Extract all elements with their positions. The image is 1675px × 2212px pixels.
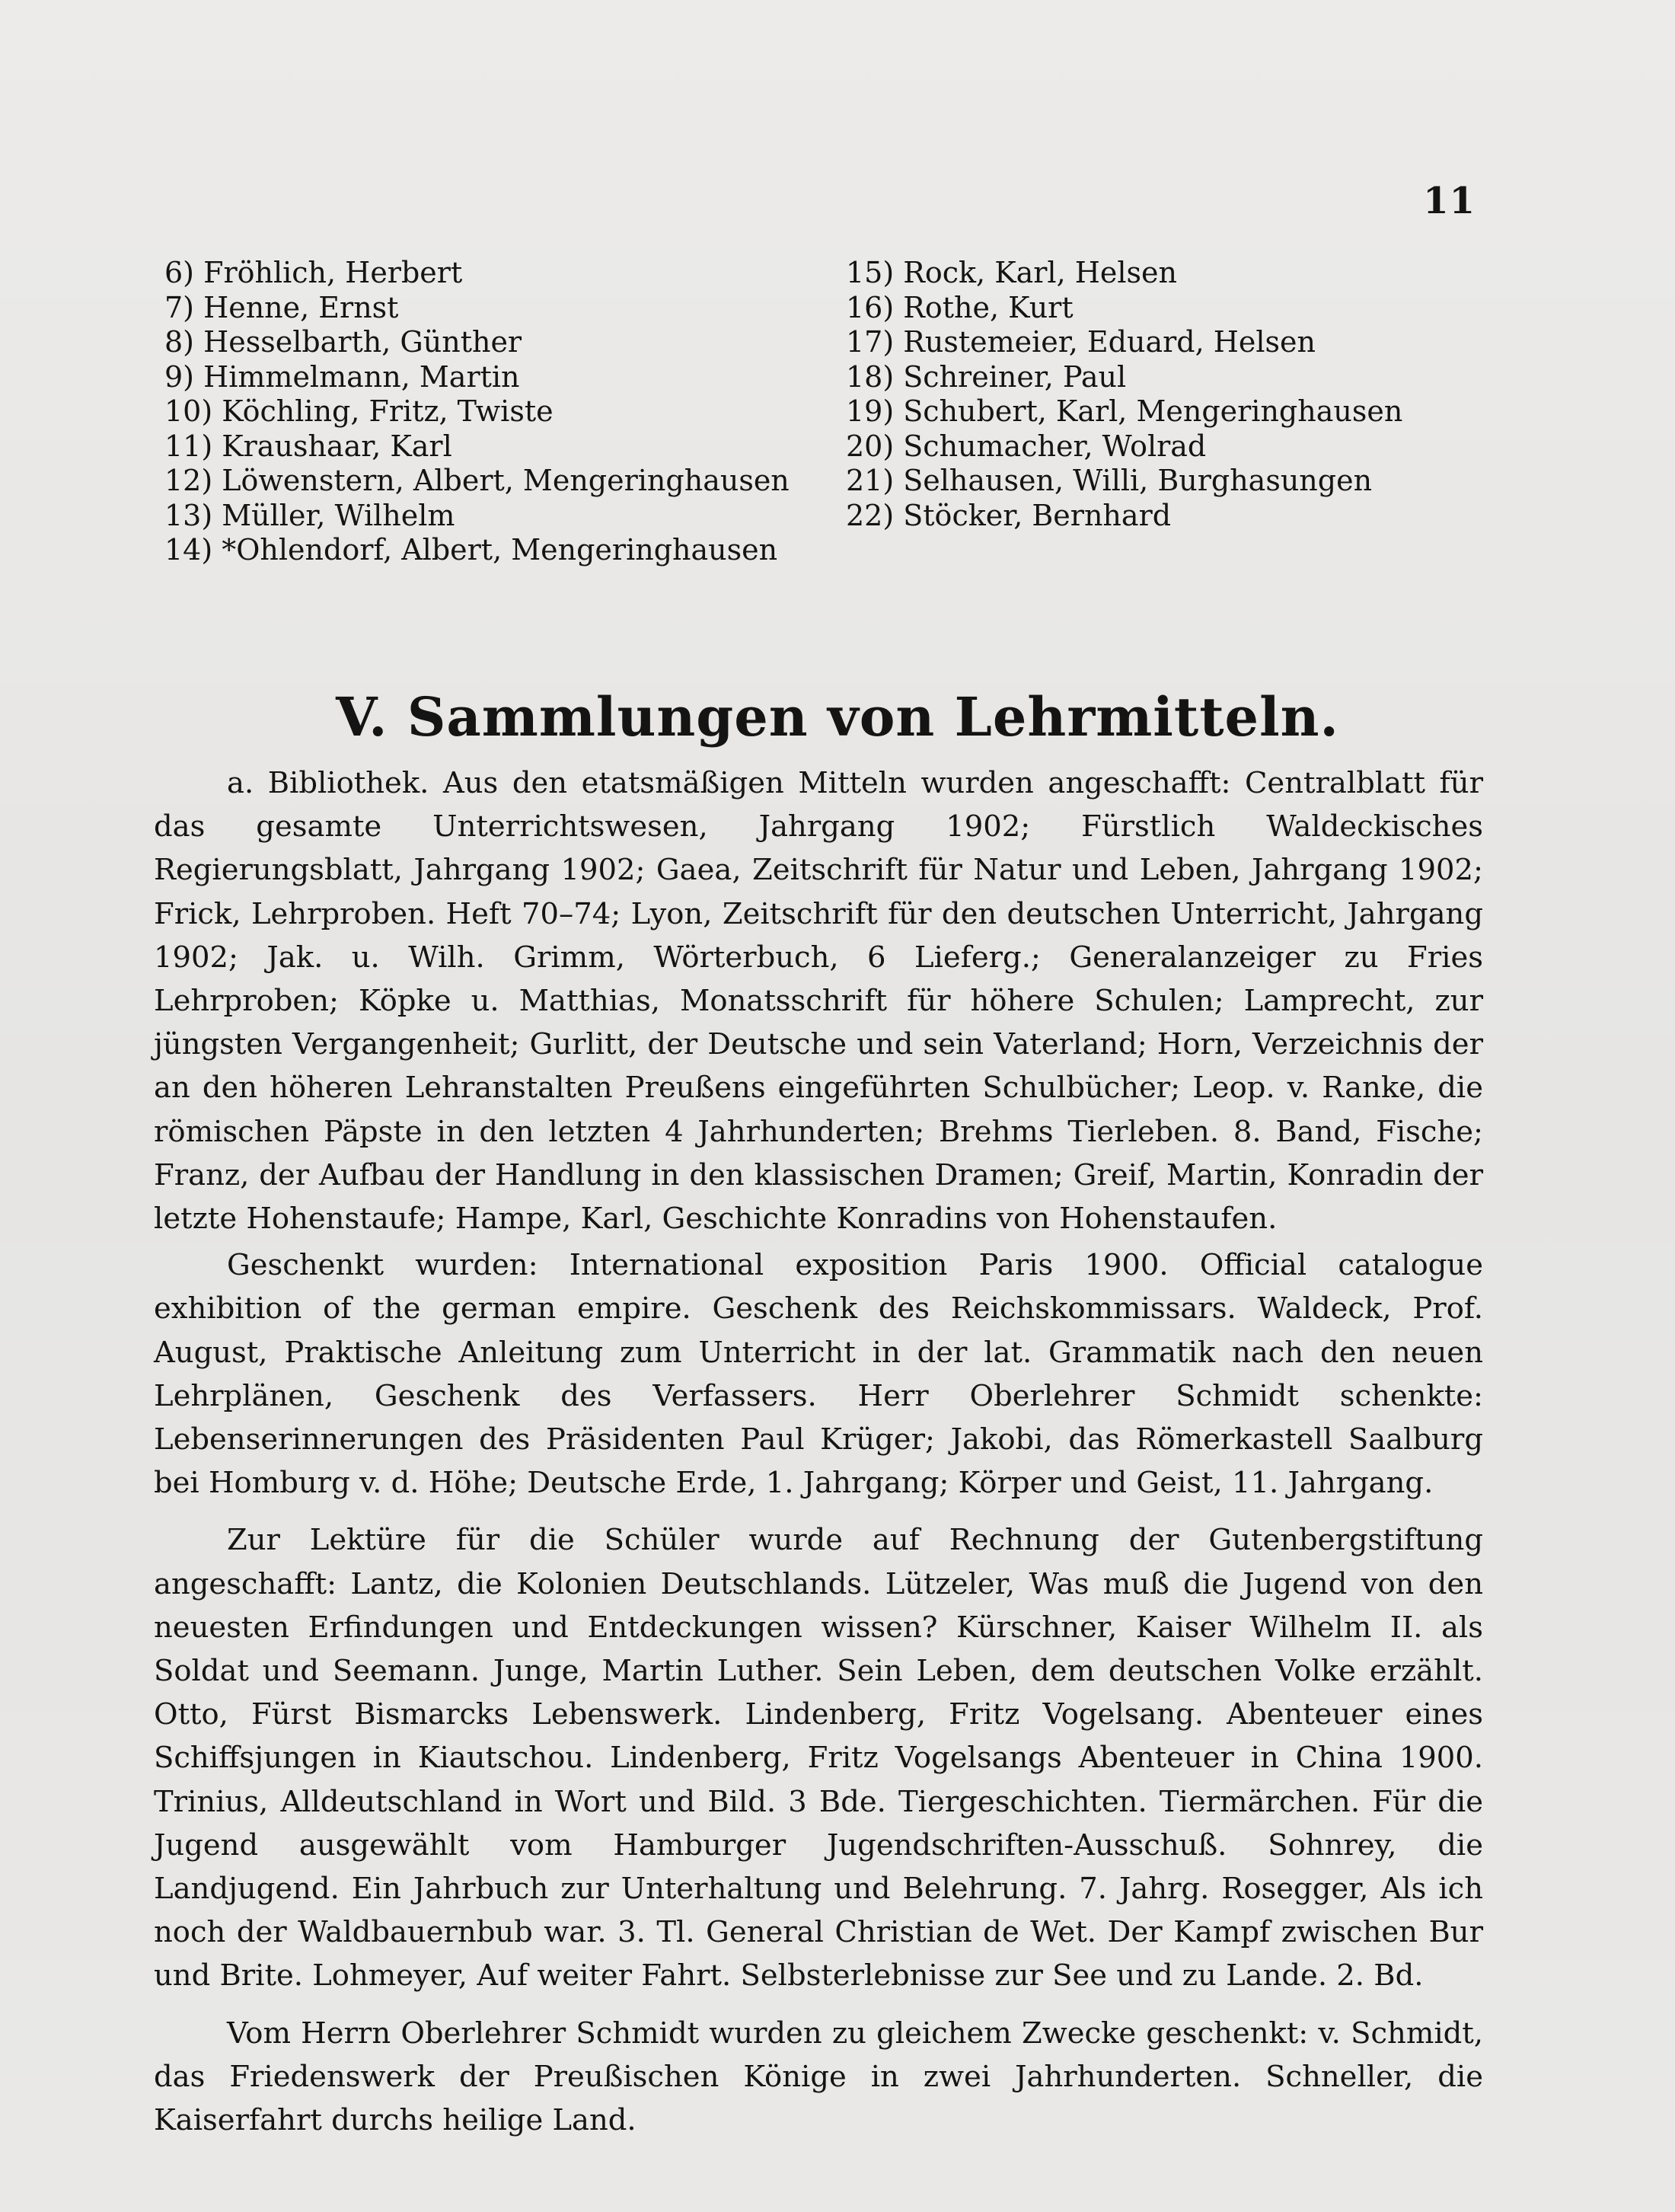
paragraph-student-reading: Zur Lektüre für die Schüler wurde auf Rechnung der Gutenbergstiftung angeschafft: Lantz, die Kolonien Deutschlands. Lützeler, Was muß die Jugend von den neuesten Erfindungen und Entdeckungen wissen? Kürschner, Kaiser Wilhelm II. als Soldat und Seemann. Junge, Martin Luther. Sein Leben, dem deutschen Volke erzählt. Otto, Fürst Bismarcks Lebenswerk. Lindenberg, Fritz Vogelsang. Abenteuer eines Schiffsjungen in Kiautschou. Lindenberg, Fritz Vogelsangs Abenteuer in China 1900. Trinius, Alldeutschland in Wort und Bild. 3 Bde. Tiergeschichten. Tiermärchen. Für die Jugend ausgewählt vom Hamburger Jugendschriften-Ausschuß. Sohnrey, die Landjugend. Ein Jahrbuch zur Unterhaltung und Belehrung. 7. Jahrg. Rosegger, Als ich noch der Waldbauernbub war. 3. Tl. General Christian de Wet. Der Kampf zwischen Bur und Brite. Lohmeyer, Auf weiter Fahrt. Selbsterlebnisse zur See und zu Lande. 2. Bd. — [154, 1523, 1483, 1993]
paragraph-schmidt-donations: Vom Herrn Oberlehrer Schmidt wurden zu gleichem Zwecke geschenkt: v. Schmidt, das Friedenswerk der Preußischen Könige in zwei Jahrhunderten. Schneller, die Kaiserfahrt durchs heilige Land. — [154, 2016, 1483, 2138]
list-item: 17) Rustemeier, Eduard, Helsen — [846, 325, 1316, 359]
list-item: 8) Hesselbarth, Günther — [164, 325, 522, 359]
list-item: 12) Löwenstern, Albert, Mengeringhausen — [164, 464, 790, 497]
student-list-right-column — [846, 256, 1531, 533]
list-item: 13) Müller, Wilhelm — [164, 498, 455, 532]
list-item: 16) Rothe, Kurt — [846, 290, 1074, 324]
page-number: 11 — [1423, 180, 1476, 222]
list-item: 11) Kraushaar, Karl — [164, 429, 452, 463]
list-item: 15) Rock, Karl, Helsen — [846, 256, 1177, 289]
paragraph-library: a. Bibliothek. Aus den etatsmäßigen Mitteln wurden angeschafft: Centralblatt für das gesamte Unterrichtswesen, Jahrgang 1902; Fürstlich Waldeckisches Regierungsblatt, Jahrgang 1902; Gaea, Zeitschrift für Natur und Leben, Jahrgang 1902; Frick, Lehrproben. Heft 70–74; Lyon, Zeitschrift für den deutschen Unterricht, Jahrgang 1902; Jak. u. Wilh. Grimm, Wörterbuch, 6 Lieferg.; Generalanzeiger zu Fries Lehrproben; Köpke u. Matthias, Monatsschrift für höhere Schulen; Lamprecht, zur jüngsten Vergangenheit; Gurlitt, der Deutsche und sein Vaterland; Horn, Verzeichnis der an den höheren Lehranstalten Preußens eingeführten Schulbücher; Leop. v. Ranke, die römischen Päpste in den letzten 4 Jahrhunderten; Brehms Tierleben. 8. Band, Fische; Franz, der Aufbau der Handlung in den klassischen Dramen; Greif, Martin, Konradin der letzte Hohenstaufe; Hampe, Karl, Geschichte Konradins von Hohenstaufen. — [154, 766, 1483, 1237]
list-item: 18) Schreiner, Paul — [846, 359, 1127, 394]
list-item: 9) Himmelmann, Martin — [164, 359, 520, 394]
list-item: 20) Schumacher, Wolrad — [846, 429, 1207, 463]
list-item: 22) Stöcker, Bernhard — [846, 498, 1172, 532]
list-item: 10) Köchling, Fritz, Twiste — [164, 394, 554, 428]
list-item: 7) Henne, Ernst — [164, 290, 399, 324]
student-list — [164, 256, 1504, 567]
list-item: 21) Selhausen, Willi, Burghasungen — [846, 464, 1373, 497]
section-body — [154, 761, 1483, 2142]
list-item: 19) Schubert, Karl, Mengeringhausen — [846, 394, 1403, 428]
student-list-left-column — [164, 256, 850, 568]
list-item: 6) Fröhlich, Herbert — [164, 256, 463, 289]
paragraph-donations: Geschenkt wurden: International exposition Paris 1900. Official catalogue exhibition of the german empire. Geschenk des Reichskommissars. Waldeck, Prof. August, Praktische Anleitung zum Unterricht in der lat. Grammatik nach den neuen Lehrplänen, Geschenk des Verfassers. Herr Oberlehrer Schmidt schenkte: Lebenserinnerungen des Präsidenten Paul Krüger; Jakobi, das Römerkastell Saalburg bei Homburg v. d. Höhe; Deutsche Erde, 1. Jahrgang; Körper und Geist, 11. Jahrgang. — [154, 1248, 1483, 1501]
section-heading: V. Sammlungen von Lehrmitteln. — [336, 685, 1339, 749]
list-item: 14) *Ohlendorf, Albert, Mengeringhausen — [164, 533, 778, 567]
